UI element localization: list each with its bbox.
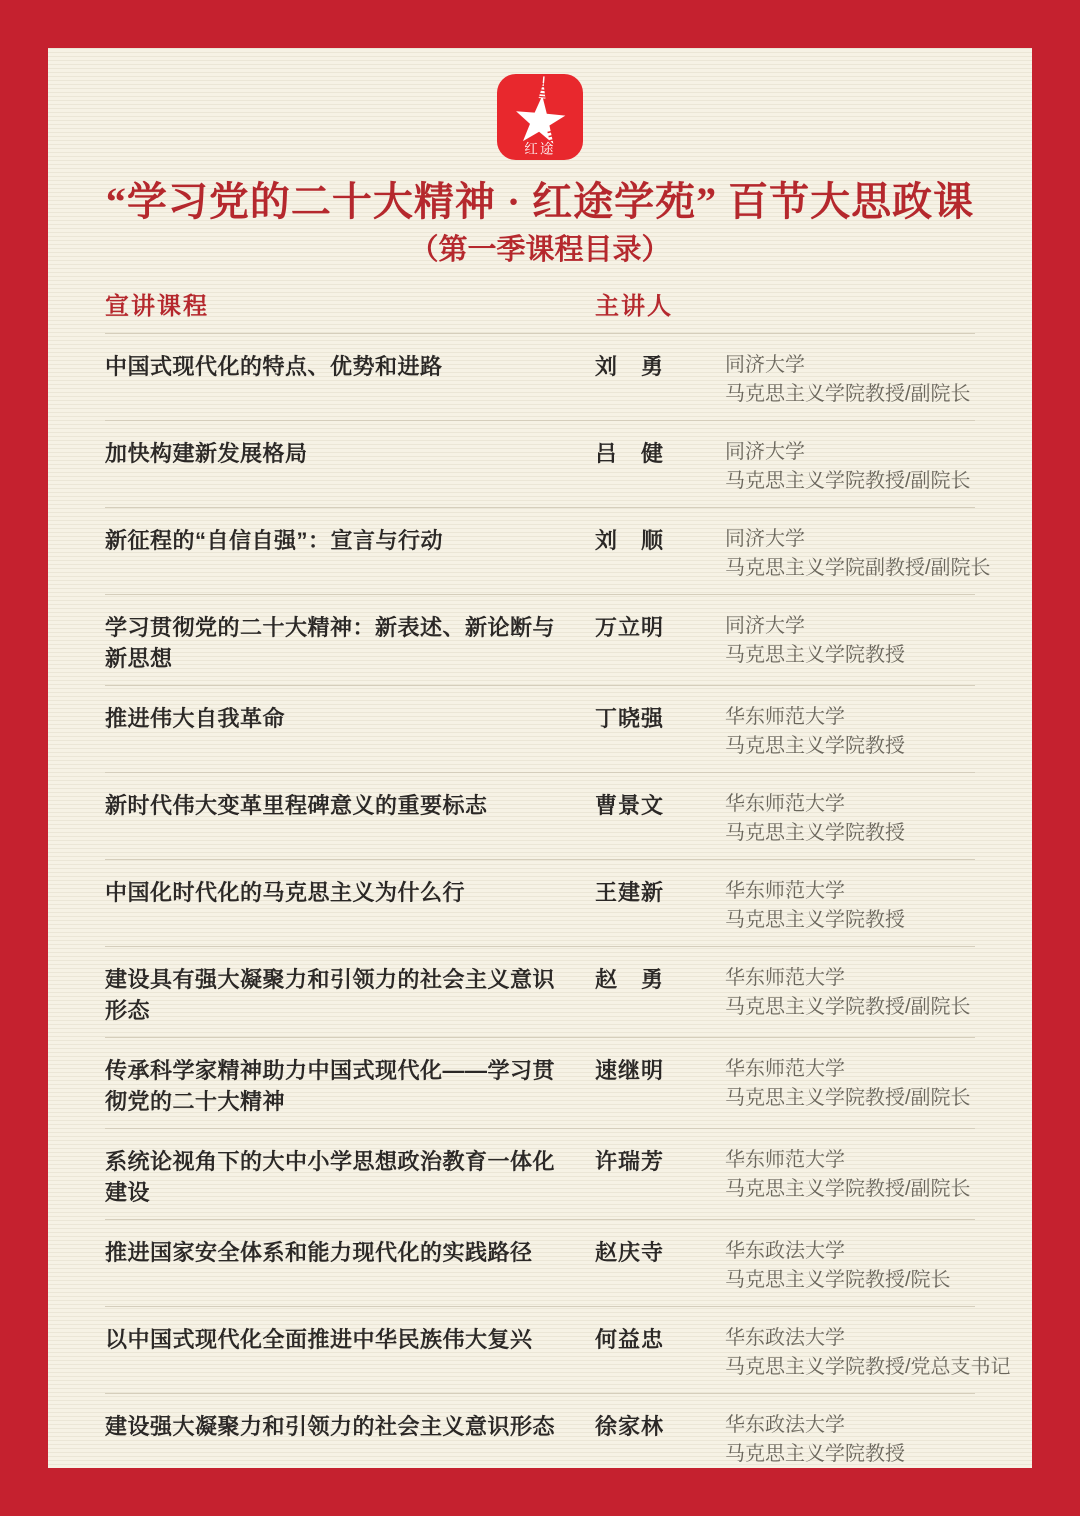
affiliation-cell bbox=[725, 964, 975, 1026]
course-title: 中国式现代化的特点、优势和进路 bbox=[105, 354, 443, 379]
org-name: 同济大学 bbox=[725, 354, 805, 376]
logo-container bbox=[105, 74, 975, 160]
speaker-name: 刘 顺 bbox=[595, 528, 665, 553]
table-row bbox=[105, 1307, 1011, 1394]
speaker-name: 王建新 bbox=[595, 880, 665, 905]
org-title: 马克思主义学院教授/院长 bbox=[725, 1269, 951, 1291]
course-table-body bbox=[105, 334, 1011, 1468]
org-name: 华东师范大学 bbox=[725, 967, 845, 989]
table-row bbox=[105, 1394, 975, 1468]
course-title: 建设具有强大凝聚力和引领力的社会主义意识形态 bbox=[105, 967, 556, 1023]
course-title: 建设强大凝聚力和引领力的社会主义意识形态 bbox=[105, 1414, 556, 1439]
affiliation-cell bbox=[725, 790, 975, 848]
course-title: 中国化时代化的马克思主义为什么行 bbox=[105, 880, 466, 905]
affiliation-cell bbox=[725, 1055, 975, 1117]
table-row bbox=[105, 334, 975, 421]
course-title: 新征程的“自信自强”：宣言与行动 bbox=[105, 528, 444, 553]
speaker-name: 速继明 bbox=[595, 1058, 665, 1083]
affiliation-cell bbox=[725, 1237, 975, 1295]
org-title: 马克思主义学院教授/副院长 bbox=[725, 470, 971, 492]
speaker-name: 丁晓强 bbox=[595, 706, 665, 731]
org-name: 同济大学 bbox=[725, 528, 805, 550]
course-title: 以中国式现代化全面推进中华民族伟大复兴 bbox=[105, 1327, 533, 1352]
table-row bbox=[105, 1129, 975, 1220]
course-title: 传承科学家精神助力中国式现代化——学习贯彻党的二十大精神 bbox=[105, 1058, 556, 1114]
speaker-name: 许瑞芳 bbox=[595, 1149, 665, 1174]
org-name: 华东政法大学 bbox=[725, 1327, 845, 1349]
course-title: 推进伟大自我革命 bbox=[105, 706, 286, 731]
course-title: 加快构建新发展格局 bbox=[105, 441, 308, 466]
affiliation-cell bbox=[725, 612, 975, 674]
speaker-name: 万立明 bbox=[595, 615, 665, 640]
org-name: 华东政法大学 bbox=[725, 1240, 845, 1262]
table-row bbox=[105, 860, 975, 947]
org-title: 马克思主义学院教授/副院长 bbox=[725, 1178, 971, 1200]
affiliation-cell bbox=[725, 1324, 1011, 1382]
speaker-name: 徐家林 bbox=[595, 1414, 665, 1439]
course-title: 学习贯彻党的二十大精神：新表述、新论断与新思想 bbox=[105, 615, 556, 671]
affiliation-cell bbox=[725, 703, 975, 761]
org-title: 马克思主义学院教授/党总支书记 bbox=[725, 1356, 1011, 1378]
table-row bbox=[105, 508, 991, 595]
speaker-column-header: 主讲人 bbox=[595, 294, 673, 320]
org-title: 马克思主义学院教授 bbox=[725, 644, 905, 666]
affiliation-cell bbox=[725, 525, 991, 583]
table-row bbox=[105, 947, 975, 1038]
org-title: 马克思主义学院教授 bbox=[725, 822, 905, 844]
org-title: 马克思主义学院副教授/副院长 bbox=[725, 557, 991, 579]
org-name: 华东师范大学 bbox=[725, 1149, 845, 1171]
course-table bbox=[105, 292, 1011, 1468]
course-title: 系统论视角下的大中小学思想政治教育一体化建设 bbox=[105, 1149, 556, 1205]
table-header-row bbox=[105, 292, 975, 334]
page-title: “学习党的二十大精神 · 红途学苑” 百节大思政课 bbox=[105, 179, 975, 224]
table-row bbox=[105, 421, 975, 508]
org-title: 马克思主义学院教授/副院长 bbox=[725, 383, 971, 405]
speaker-name: 赵 勇 bbox=[595, 967, 665, 992]
org-name: 华东师范大学 bbox=[725, 880, 845, 902]
table-row bbox=[105, 1038, 975, 1129]
org-name: 华东师范大学 bbox=[725, 793, 845, 815]
org-title: 马克思主义学院教授/副院长 bbox=[725, 996, 971, 1018]
table-row bbox=[105, 1220, 975, 1307]
table-row bbox=[105, 595, 975, 686]
table-row bbox=[105, 773, 975, 860]
page-subtitle: （第一季课程目录） bbox=[409, 234, 671, 266]
affiliation-column-header bbox=[725, 292, 975, 322]
affiliation-cell bbox=[725, 877, 975, 935]
org-name: 华东政法大学 bbox=[725, 1414, 845, 1436]
hongtu-app-logo-icon bbox=[497, 74, 583, 160]
affiliation-cell bbox=[725, 1146, 975, 1208]
course-title: 推进国家安全体系和能力现代化的实践路径 bbox=[105, 1240, 533, 1265]
logo-text: 红途 bbox=[524, 141, 556, 157]
org-title: 马克思主义学院教授 bbox=[725, 909, 905, 931]
table-row bbox=[105, 686, 975, 773]
org-title: 马克思主义学院教授/副院长 bbox=[725, 1087, 971, 1109]
affiliation-cell bbox=[725, 351, 975, 409]
speaker-name: 赵庆寺 bbox=[595, 1240, 665, 1265]
course-column-header: 宣讲课程 bbox=[105, 294, 209, 320]
org-name: 华东师范大学 bbox=[725, 706, 845, 728]
org-name: 华东师范大学 bbox=[725, 1058, 845, 1080]
speaker-name: 吕 健 bbox=[595, 441, 665, 466]
affiliation-cell bbox=[725, 438, 975, 496]
course-title: 新时代伟大变革里程碑意义的重要标志 bbox=[105, 793, 488, 818]
speaker-name: 曹景文 bbox=[595, 793, 665, 818]
speaker-name: 何益忠 bbox=[595, 1327, 665, 1352]
org-title: 马克思主义学院教授 bbox=[725, 1443, 905, 1465]
org-name: 同济大学 bbox=[725, 441, 805, 463]
org-name: 同济大学 bbox=[725, 615, 805, 637]
affiliation-cell bbox=[725, 1411, 975, 1468]
paper-background bbox=[48, 48, 1032, 1468]
speaker-name: 刘 勇 bbox=[595, 354, 665, 379]
org-title: 马克思主义学院教授 bbox=[725, 735, 905, 757]
